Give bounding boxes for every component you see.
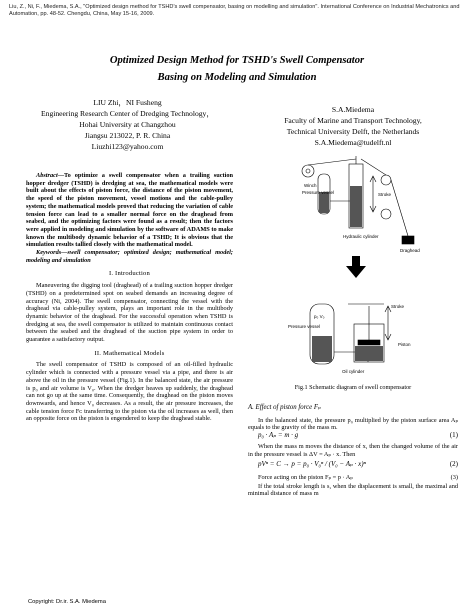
equation-1	[248, 432, 458, 443]
label-pressure-vessel: Pressure vessel	[302, 190, 335, 195]
abstract-label: Abstract	[36, 172, 58, 179]
left-column	[26, 172, 233, 423]
equation-1-number: (1)	[449, 431, 458, 440]
top-diagram	[302, 156, 414, 244]
author-left-block	[20, 97, 235, 152]
author-right-affiliation-1: Faculty of Marine and Transport Technology,	[284, 116, 422, 125]
abstract	[26, 172, 233, 249]
keywords-label: Keywords	[36, 249, 62, 257]
mathematical-models-paragraph: The swell compensator of TSHD is composed of an oil-filled hydraulic cylinder which is connected with a pressure vessel via a pipe, and there is air above the oil in the pressure vessel (Fig.1). In the balanced state, the air pressure is p₀ and air volume is V₀. When the dredger heaves up suddenly, the draghead can not go up at the same time. Consequently, the draghead on the piston moves downwards, and hence V₀ decreases. As a result, the air pressure increases, the cable tension force Fᴄ transferring to the piston via the oil increases as well, then an opposite force on the piston is engendered to keep the draghead stable.	[26, 361, 233, 423]
author-left-email: Liuzhi123@yahoo.com	[91, 142, 164, 151]
paper-title-line1: Optimized Design Method for TSHD's Swell Compensator	[109, 55, 365, 66]
right-column	[248, 404, 458, 498]
equation-3-number: (3)	[450, 473, 458, 481]
label-stroke-bottom: Stroke	[391, 304, 405, 309]
author-right-email: S.A.Miedema@tudelft.nl	[314, 138, 392, 147]
author-right-affiliation-2: Technical University Delft, the Netherlands	[286, 127, 420, 136]
piston-force-paragraph-4: If the total stroke length is s, when the displacement is small, the maximal and minimal distance of mass m	[248, 482, 458, 498]
section-heading-piston-force: A. Effect of piston force Fₚ	[248, 404, 321, 411]
equation-2-body: pVⁿ = C → p = p₀ · V₀ⁿ / (V₀ − Aₚ · x)ⁿ	[258, 459, 366, 468]
introduction-paragraph: Maneuvering the digging tool (draghead) of a trailing suction hopper dredger (TSHD) on a predetermined spot on seabed demands an increasing degree of accuracy (Ni, 2004). The swell compensator, connecting the vessel with the draghead via cable-pulley system, plays an important role in the multibody dynamic behavior of the draghead. For the successful operation when TSHD is dredging at sea, the swell compensator is utilized to maintain continuous contact between the seabed and the draghead of the suction pipe system in order to guarantee a satisfactory output.	[26, 282, 233, 344]
keywords	[26, 249, 233, 264]
author-right-block	[248, 104, 458, 148]
section-heading-mathematical-models: II. Mathematical Models	[94, 349, 165, 357]
label-p0-v0: p₀ V₀	[314, 314, 325, 319]
author-left-affiliation-2: Hohai University at Changzhou	[79, 120, 176, 129]
author-left-affiliation-3: Jiangsu 213022, P. R. China	[84, 131, 171, 140]
label-hydraulic-cylinder: Hydraulic cylinder	[343, 234, 379, 239]
piston-force-paragraph-2: When the mass m moves the distance of x, then the changed volume of the air in the pressure vessel is ΔV = Aₚ · x. Then	[248, 443, 458, 458]
piston-shape	[358, 340, 380, 345]
figure-swell-compensator	[248, 156, 458, 384]
paper-title-line2: Basing on Modeling and Simulation	[157, 72, 317, 83]
equation-2	[248, 461, 458, 474]
piston-force-paragraph-1: In the balanced state, the pressure p₀ multiplied by the piston surface area Aₚ equals to the gravity of the mass m.	[248, 416, 458, 432]
pulley-top	[381, 175, 391, 185]
author-left-affiliation-1: Engineering Research Center of Dredging Technology，	[41, 109, 214, 118]
label-oil-cylinder: Oil cylinder	[342, 369, 365, 374]
pulley-bottom	[381, 209, 391, 219]
swell-compensator-diagram	[248, 156, 458, 384]
label-piston: Piston	[398, 342, 411, 347]
equation-1-body: p₀ · Aₚ = m · g	[258, 431, 299, 440]
winch-circle	[302, 165, 314, 177]
equation-3-body: Force acting on the piston Fₚ = p · Aₚ	[258, 473, 353, 481]
draghead-shape	[402, 236, 414, 244]
label-winch: Winch	[304, 183, 317, 188]
section-heading-introduction: I. Introduction	[108, 270, 151, 278]
equation-2-number: (2)	[449, 459, 458, 468]
citation-header: Liu, Z., Ni, F., Miedema, S.A., "Optimized design method for TSHD's swell compensator, basing on modelling and simulation". International Conference on Industrial Mechatronics and Automation, pp. 48-52. Chengdu, China, May 15-16, 2009.	[9, 4, 460, 17]
keywords-text: —swell compensator; optimized design; mathematical model; modeling and simulation	[26, 249, 233, 264]
down-arrow-icon	[346, 256, 366, 278]
author-left-name: LIU Zhi，NI Fusheng	[93, 98, 162, 107]
label-draghead: Draghead	[400, 248, 420, 253]
label-stroke: Stroke	[378, 192, 392, 197]
footer-copyright: Copyright: Dr.ir. S.A. Miedema	[28, 599, 106, 605]
equation-3-row	[248, 474, 458, 483]
figure-caption: Fig.1 Schematic diagram of swell compensator	[294, 384, 412, 391]
label-pressure-vessel-bottom: Pressure vessel	[288, 324, 321, 329]
abstract-text: —To optimize a swell compensator when a trailing suction hopper dredger (TSHD) is dredging at sea, the mathematical models were built about the effects of piston force, the distance of the piston movement, the speed of the piston movement, vessel motions and the cable-pulley system; the mathematical models proved that reducing the variation of cable tension force can lead to a smaller normal force on the draghead from seabed, and the optimizing factors were found as a result; then the factors were applied in modeling and simulation by the software of ADAMS to make known the multibody dynamic behavior of a TSHD; It is obvious that the simulation results tallied closely with the mathematical model.	[26, 172, 233, 249]
bottom-diagram	[310, 304, 391, 364]
author-right-name: S.A.Miedema	[331, 105, 375, 114]
